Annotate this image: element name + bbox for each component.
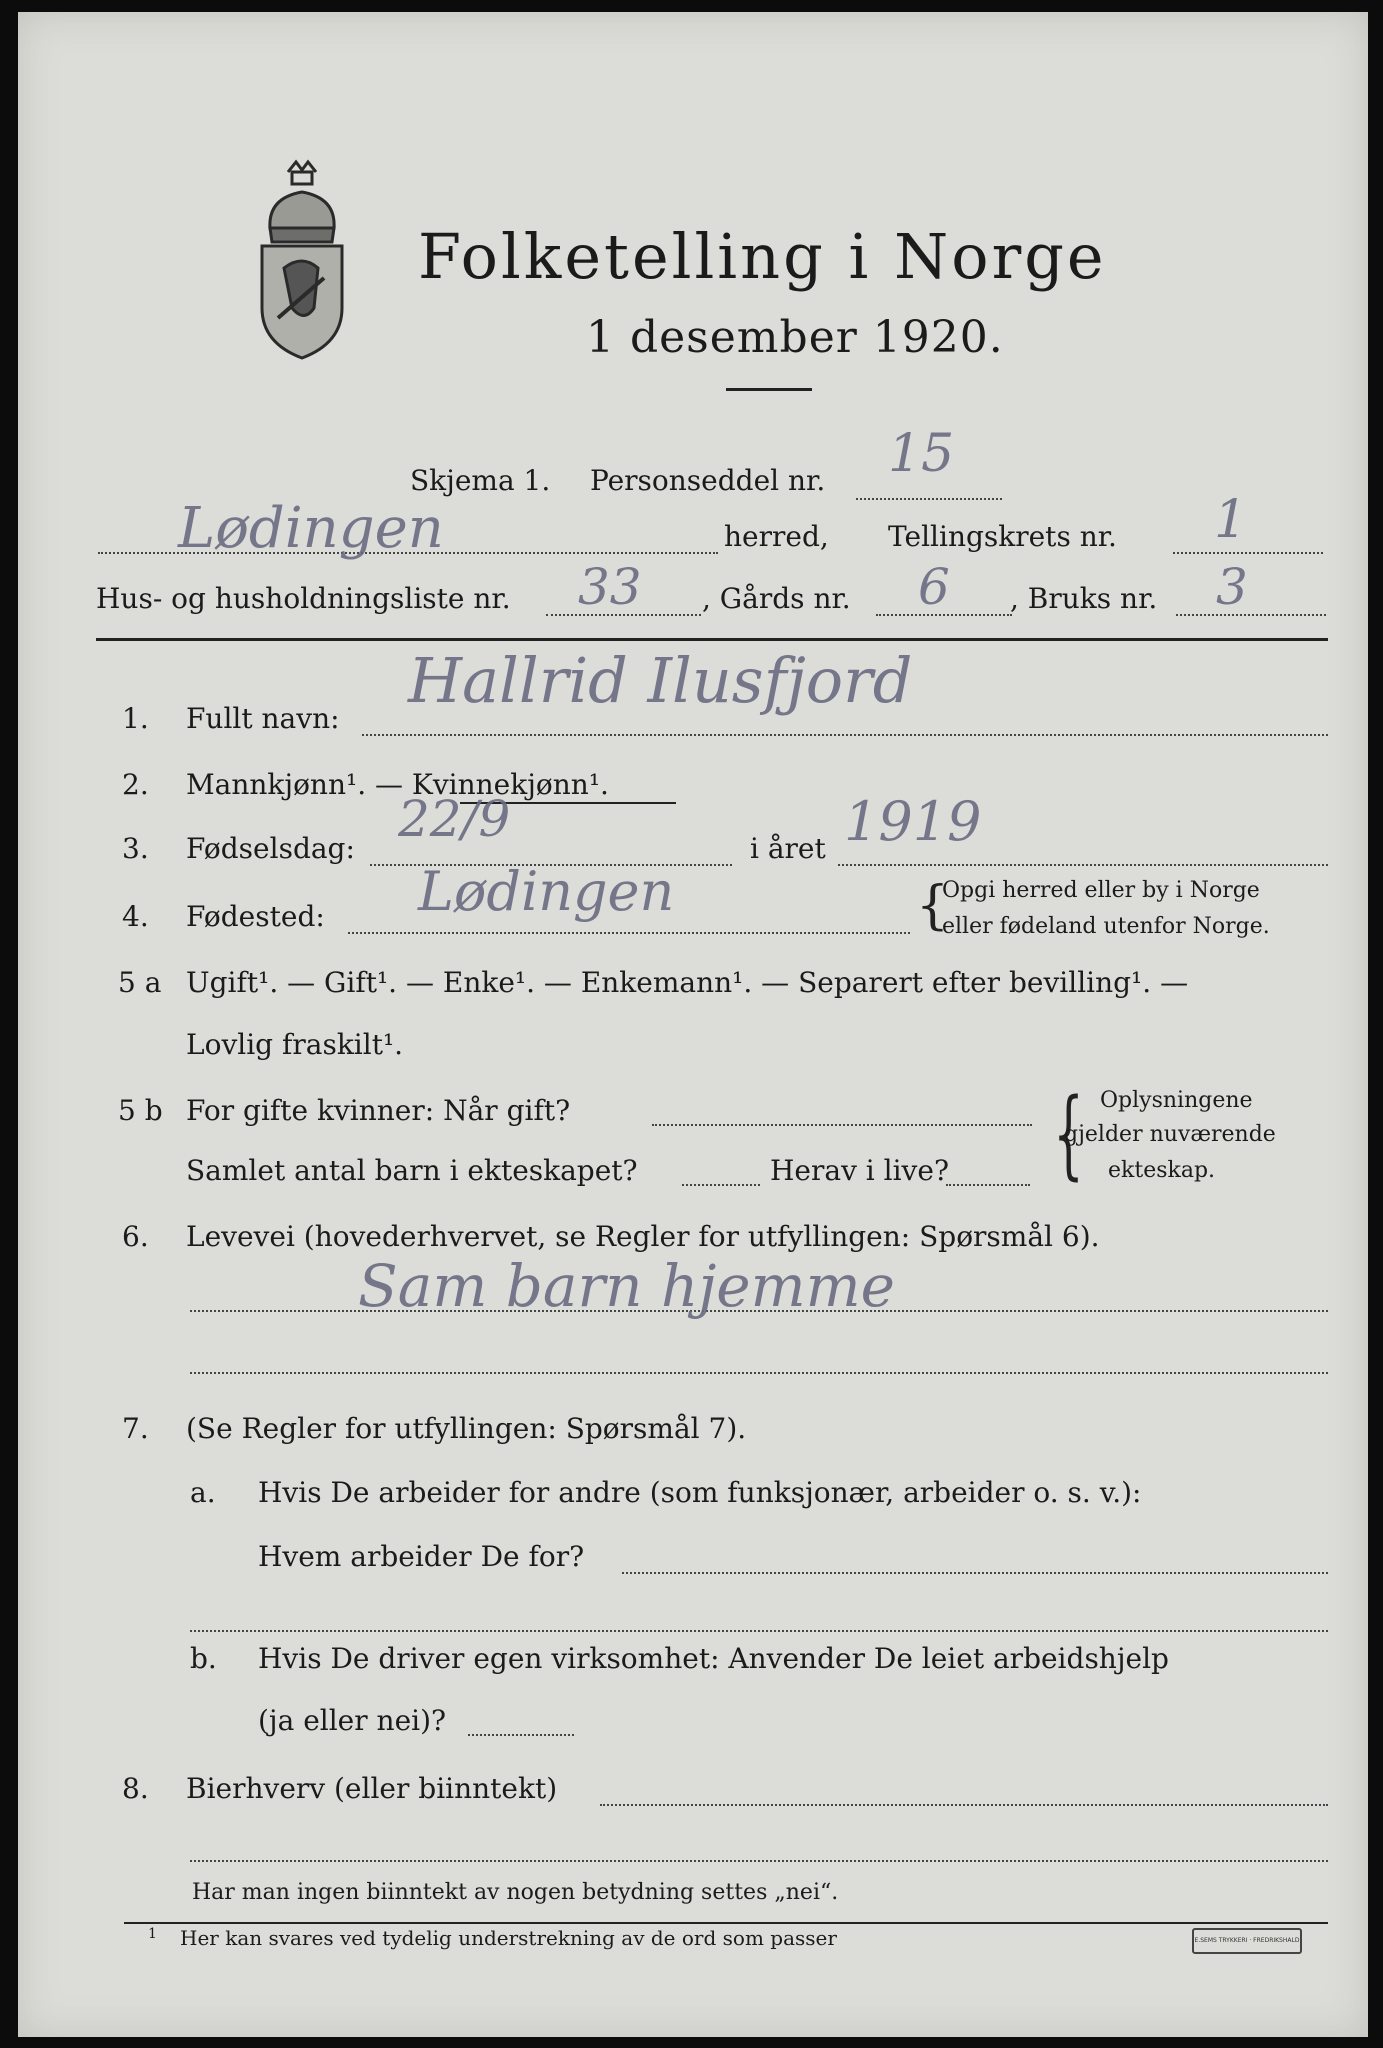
q5a-number: 5 a xyxy=(118,966,162,999)
bruks-line xyxy=(1176,614,1326,616)
q5b-note-3: ekteskap. xyxy=(1108,1158,1216,1183)
herred-value: Lødingen xyxy=(178,496,444,561)
q5b-children-label: Samlet antal barn i ekteskapet? xyxy=(186,1154,638,1187)
personseddel-value: 15 xyxy=(888,424,955,484)
q8-line-1 xyxy=(600,1804,1328,1806)
q7-label: (Se Regler for utfyllingen: Spørsmål 7). xyxy=(186,1412,747,1445)
printer-stamp xyxy=(1192,1928,1302,1954)
q8-line-2 xyxy=(190,1860,1328,1862)
occupation-value: Sam barn hjemme xyxy=(358,1252,895,1320)
marital-options: Ugift¹. — Gift¹. — Enke¹. — Enkemann¹. — Separert efter bevilling¹. — xyxy=(186,966,1189,999)
census-date: 1 desember 1920. xyxy=(586,312,1004,363)
footnote-text: Her kan svares ved tydelig understrekning av de ord som passer xyxy=(180,1926,837,1950)
q4-label: Fødested: xyxy=(186,900,325,933)
form-title: Folketelling i Norge xyxy=(418,220,1107,293)
q7b-line xyxy=(468,1734,574,1736)
q5b-married-line xyxy=(652,1124,1032,1126)
birthdate-value: 22/9 xyxy=(398,790,511,848)
q4-brace: { xyxy=(916,876,950,936)
husliste-value: 33 xyxy=(578,558,642,616)
q6-label: Levevei (hovederhvervet, se Regler for utfyllingen: Spørsmål 6). xyxy=(186,1220,1100,1253)
q7b-yesno-label: (ja eller nei)? xyxy=(258,1704,447,1737)
q7a-line-2 xyxy=(190,1630,1328,1632)
q7a-letter: a. xyxy=(190,1476,216,1509)
section-divider xyxy=(96,638,1328,641)
husliste-label: Hus- og husholdningsliste nr. xyxy=(96,582,511,615)
q4-note-line-1: Opgi herred eller by i Norge xyxy=(942,878,1260,903)
q1-line xyxy=(362,734,1328,736)
q3-year-label: i året xyxy=(750,832,826,865)
personseddel-label: Personseddel nr. xyxy=(590,464,826,497)
gards-value: 6 xyxy=(918,558,950,616)
footer-note: Har man ingen biinntekt av nogen betydning settes „nei“. xyxy=(192,1880,839,1905)
printer-stamp-text: E.SEMS TRYKKERI · FREDRIKSHALD xyxy=(1194,1936,1300,1944)
q1-number: 1. xyxy=(122,702,149,735)
footnote-mark: 1 xyxy=(148,1926,157,1942)
gards-label: , Gårds nr. xyxy=(702,582,851,615)
q7a-employer-label: Hvem arbeider De for? xyxy=(258,1540,585,1573)
q4-note-line-2: eller fødeland utenfor Norge. xyxy=(942,914,1270,939)
q7b-letter: b. xyxy=(190,1642,217,1675)
q4-number: 4. xyxy=(122,900,149,933)
q8-number: 8. xyxy=(122,1772,149,1805)
census-form xyxy=(18,12,1368,2037)
q7b-label: Hvis De driver egen virksomhet: Anvender De leiet arbeidshjelp xyxy=(258,1642,1169,1675)
q5b-alive-line xyxy=(946,1184,1030,1186)
q5b-number: 5 b xyxy=(118,1094,163,1127)
q5b-brace: { xyxy=(1053,1078,1084,1190)
tellingskrets-value: 1 xyxy=(1214,490,1248,550)
q5b-alive-label: Herav i live? xyxy=(770,1154,949,1187)
q4-line xyxy=(348,932,910,934)
gender-options: Mannkjønn¹. — Kvinnekjønn¹. xyxy=(186,768,609,801)
tellingskrets-line xyxy=(1173,552,1323,554)
q2-number: 2. xyxy=(122,768,149,801)
q3-label: Fødselsdag: xyxy=(186,832,355,865)
birthplace-value: Lødingen xyxy=(418,860,675,923)
title-divider xyxy=(726,388,812,391)
footnote-rule xyxy=(124,1922,1328,1924)
full-name-value: Hallrid Ilusfjord xyxy=(408,644,913,717)
personseddel-line xyxy=(856,498,1002,500)
q5b-children-line xyxy=(682,1184,760,1186)
herred-label: herred, xyxy=(724,520,829,553)
marital-options-2: Lovlig fraskilt¹. xyxy=(186,1028,404,1061)
q5b-label: For gifte kvinner: Når gift? xyxy=(186,1094,571,1127)
q7a-line-1 xyxy=(622,1572,1328,1574)
q7-number: 7. xyxy=(122,1412,149,1445)
q6-line-2 xyxy=(190,1372,1328,1374)
q5b-note-2: gjelder nuværende xyxy=(1064,1122,1276,1147)
q5b-note-1: Oplysningene xyxy=(1100,1088,1253,1113)
q8-label: Bierhverv (eller biinntekt) xyxy=(186,1772,558,1805)
skjema-label: Skjema 1. xyxy=(410,464,551,497)
q6-number: 6. xyxy=(122,1220,149,1253)
q3-year-line xyxy=(838,864,1328,866)
q1-label: Fullt navn: xyxy=(186,702,340,735)
q3-number: 3. xyxy=(122,832,149,865)
bruks-label: , Bruks nr. xyxy=(1010,582,1158,615)
tellingskrets-label: Tellingskrets nr. xyxy=(888,520,1117,553)
bruks-value: 3 xyxy=(1216,558,1248,616)
birthyear-value: 1919 xyxy=(844,790,982,853)
norway-coat-of-arms-icon xyxy=(248,158,356,363)
q7a-label: Hvis De arbeider for andre (som funksjonær, arbeider o. s. v.): xyxy=(258,1476,1142,1509)
